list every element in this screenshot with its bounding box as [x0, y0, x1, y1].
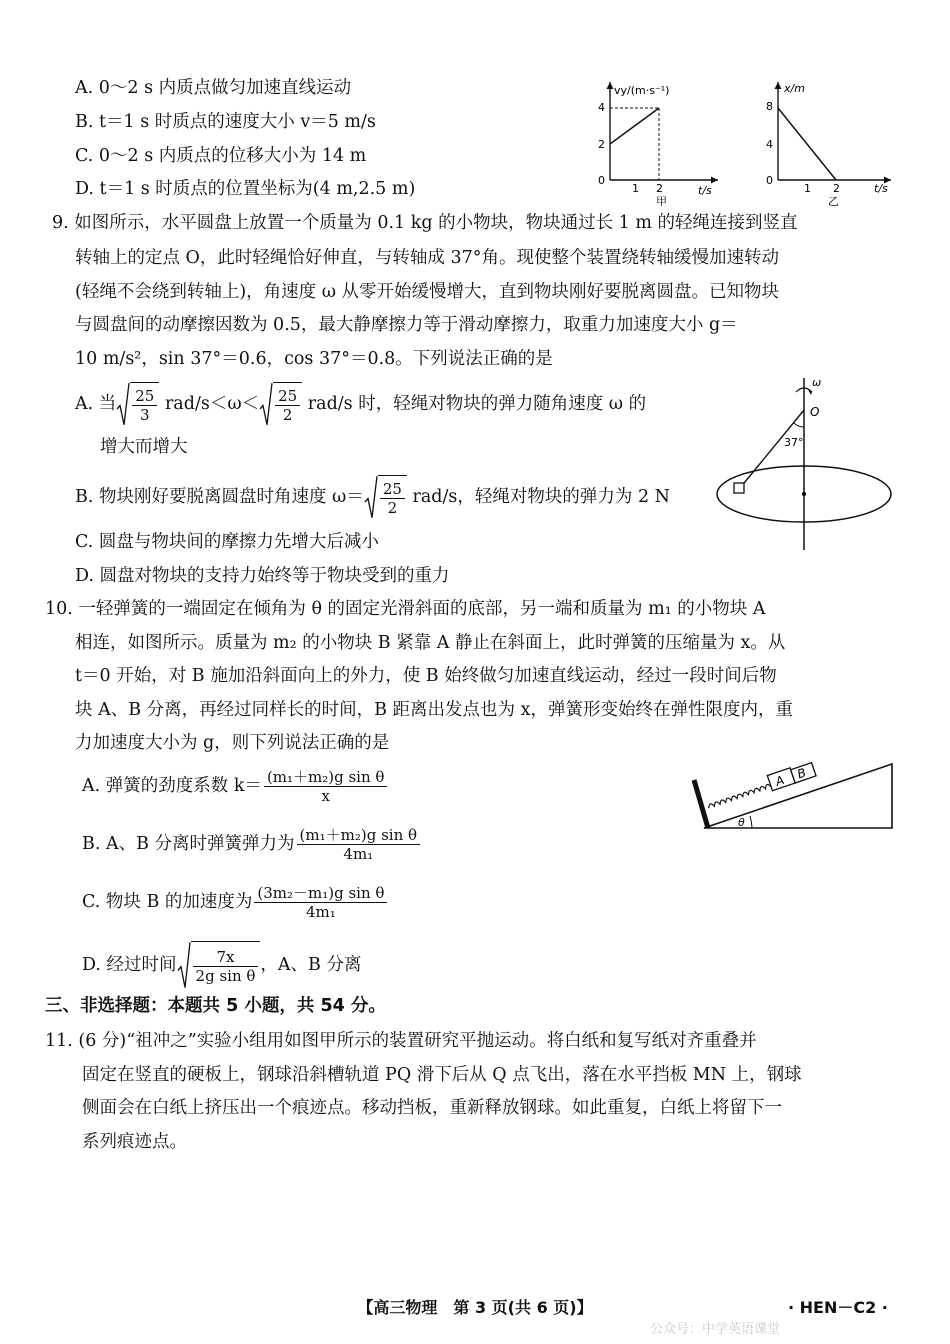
- q8-option-b: B. t＝1 s 时质点的速度大小 v＝5 m/s: [75, 112, 376, 132]
- block-a-label: A: [773, 772, 786, 789]
- frac-den: x: [321, 787, 330, 805]
- angle-label: 37°: [784, 436, 804, 449]
- q10-stem-line2: 相连，如图所示。质量为 m₂ 的小物块 B 紧靠 A 静止在斜面上，此时弹簧的压缩量为 x。从: [75, 633, 786, 653]
- q11-line1: 11. (6 分)“祖冲之”实验小组用如图甲所示的装置研究平抛运动。将白纸和复写纸对齐重叠并: [45, 1031, 757, 1051]
- frac-num: 7x: [193, 948, 259, 967]
- frac-num: (m₁＋m₂)g sin θ: [264, 768, 388, 787]
- graph-yi: [758, 78, 898, 206]
- frac-num: 25: [275, 387, 300, 406]
- sqrt-25-over-2: [364, 475, 407, 520]
- rope: [740, 410, 804, 488]
- theta-label: θ: [738, 816, 745, 829]
- frac-den: 2: [282, 406, 293, 424]
- frac-num: 25: [380, 480, 405, 499]
- frac-num: 25: [132, 387, 157, 406]
- q10-option-a-prefix: A. 弹簧的劲度系数 k＝: [82, 776, 262, 796]
- graph-yi-xlabel: t/s: [874, 182, 888, 195]
- q9-option-b-suffix: rad/s，轻绳对物块的弹力为 2 N: [412, 487, 670, 507]
- graph-yi-xtick-1: 1: [804, 182, 811, 195]
- graph-jia-xlabel: t/s: [698, 184, 712, 197]
- q11-line3: 侧面会在白纸上挤压出一个痕迹点。移动挡板，重新释放钢球。如此重复，白纸上将留下一: [82, 1098, 782, 1118]
- watermark: 公众号：中学英语课堂: [650, 1322, 781, 1337]
- q9-stem-line1: 9. 如图所示，水平圆盘上放置一个质量为 0.1 kg 的小物块，物块通过长 1 m 的轻绳连接到竖直: [52, 213, 798, 233]
- graph-jia-origin: 0: [598, 174, 605, 187]
- q10-option-c-prefix: C. 物块 B 的加速度为: [82, 892, 253, 912]
- q10-option-b-prefix: B. A、B 分离时弹簧弹力为: [82, 834, 295, 854]
- graph-jia-name: 甲: [656, 195, 667, 206]
- graph-yi-ylabel: x/m: [784, 82, 805, 95]
- spring: [708, 784, 772, 809]
- frac-den: 3: [140, 406, 150, 424]
- graph-jia-ytick-mid: 2: [598, 138, 605, 151]
- q9-option-a: [75, 382, 646, 427]
- q9-option-b-prefix: B. 物块刚好要脱离圆盘时角速度 ω＝: [75, 487, 364, 507]
- graph-yi-ytick-mid: 4: [766, 138, 773, 151]
- sqrt-25-over-2: [259, 382, 302, 427]
- graph-jia: [590, 78, 725, 206]
- q9-option-b: [75, 475, 670, 520]
- q9-option-a-middle: rad/s＜ω＜: [164, 394, 260, 414]
- q11-line4: 系列痕迹点。: [82, 1132, 187, 1152]
- q8-option-c: C. 0～2 s 内质点的位移大小为 14 m: [75, 146, 367, 166]
- q9-stem-line5: 10 m/s²，sin 37°＝0.6，cos 37°＝0.8。下列说法正确的是: [75, 349, 553, 369]
- graph-yi-origin: 0: [766, 174, 773, 187]
- sqrt-time: [177, 941, 261, 990]
- frac-num: (m₁＋m₂)g sin θ: [297, 826, 421, 845]
- frac-num: (3m₂－m₁)g sin θ: [254, 884, 387, 903]
- frac-den: 4m₁: [343, 845, 374, 863]
- omega-label: ω: [812, 376, 822, 389]
- q9-option-a-line2: 增大而增大: [100, 437, 188, 457]
- frac-den: 2g sin θ: [195, 967, 256, 985]
- q9-option-a-suffix: rad/s 时，轻绳对物块的弹力随角速度 ω 的: [307, 394, 647, 414]
- graph-jia-series-line: [610, 108, 659, 144]
- frac-den: 2: [387, 499, 398, 517]
- q10-option-a: [82, 764, 389, 808]
- q10-option-d: [82, 941, 361, 990]
- q10-option-c: [82, 880, 389, 924]
- paper-code: · HEN－C2 ·: [788, 1298, 888, 1317]
- graph-jia-xtick-2: 2: [656, 182, 663, 195]
- graph-yi-ytick-top: 8: [766, 100, 773, 113]
- q9-stem-line4: 与圆盘间的动摩擦因数为 0.5，最大静摩擦力等于滑动摩擦力，取重力加速度大小 g＝: [75, 315, 738, 335]
- section-three-heading: 三、非选择题：本题共 5 小题，共 54 分。: [45, 996, 386, 1016]
- q9-option-a-prefix: A. 当: [75, 394, 117, 414]
- q9-option-c: C. 圆盘与物块间的摩擦力先增大后减小: [75, 532, 379, 552]
- point-o-label: O: [810, 405, 820, 419]
- q8-option-a: A. 0～2 s 内质点做匀加速直线运动: [75, 78, 352, 98]
- q10-stem-line1: 10. 一轻弹簧的一端固定在倾角为 θ 的固定光滑斜面的底部，另一端和质量为 m₁ 的小物块 A: [45, 599, 766, 619]
- q9-stem-line2: 转轴上的定点 O，此时轻绳恰好伸直，与转轴成 37°角。现使整个装置绕转轴缓慢加速转动: [75, 248, 779, 268]
- graph-yi-name: 乙: [828, 195, 839, 206]
- graph-yi-series-line: [778, 108, 836, 180]
- q8-option-d: D. t＝1 s 时质点的位置坐标为(4 m,2.5 m): [75, 179, 416, 199]
- incline-spring-figure: [690, 760, 900, 832]
- sqrt-25-over-3: [116, 382, 159, 427]
- graph-jia-xtick-1: 1: [632, 182, 639, 195]
- page-footer: 【高三物理 第 3 页(共 6 页)】: [357, 1298, 593, 1317]
- q10-option-d-prefix: D. 经过时间: [82, 955, 177, 975]
- q10-stem-line4: 块 A、B 分离，再经过同样长的时间，B 距离出发点也为 x，弹簧形变始终在弹性限度内，重: [75, 700, 793, 720]
- frac-den: 4m₁: [306, 903, 336, 921]
- q10-option-b: [82, 822, 422, 866]
- graph-jia-ytick-top: 4: [598, 101, 605, 114]
- q10-stem-line5: 力加速度大小为 g，则下列说法正确的是: [75, 733, 390, 753]
- q9-option-d: D. 圆盘对物块的支持力始终等于物块受到的重力: [75, 566, 450, 586]
- q11-line2: 固定在竖直的硬板上，钢球沿斜槽轨道 PQ 滑下后从 Q 点飞出，落在水平挡板 MN 上，钢球: [82, 1065, 802, 1085]
- rotating-disk-figure: [712, 372, 902, 554]
- q10-option-d-suffix: ，A、B 分离: [260, 955, 362, 975]
- graph-jia-ylabel: vy/(m·s⁻¹): [614, 84, 670, 97]
- q10-stem-line3: t＝0 开始，对 B 施加沿斜面向上的外力，使 B 始终做匀加速直线运动，经过一段时间后物: [75, 666, 777, 686]
- wall: [694, 780, 708, 828]
- block-b-label: B: [795, 765, 808, 782]
- q9-stem-line3: (轻绳不会绕到转轴上)，角速度 ω 从零开始缓慢增大，直到物块刚好要脱离圆盘。已知物块: [75, 282, 780, 302]
- graph-yi-xtick-2: 2: [833, 182, 840, 195]
- block: [734, 483, 744, 493]
